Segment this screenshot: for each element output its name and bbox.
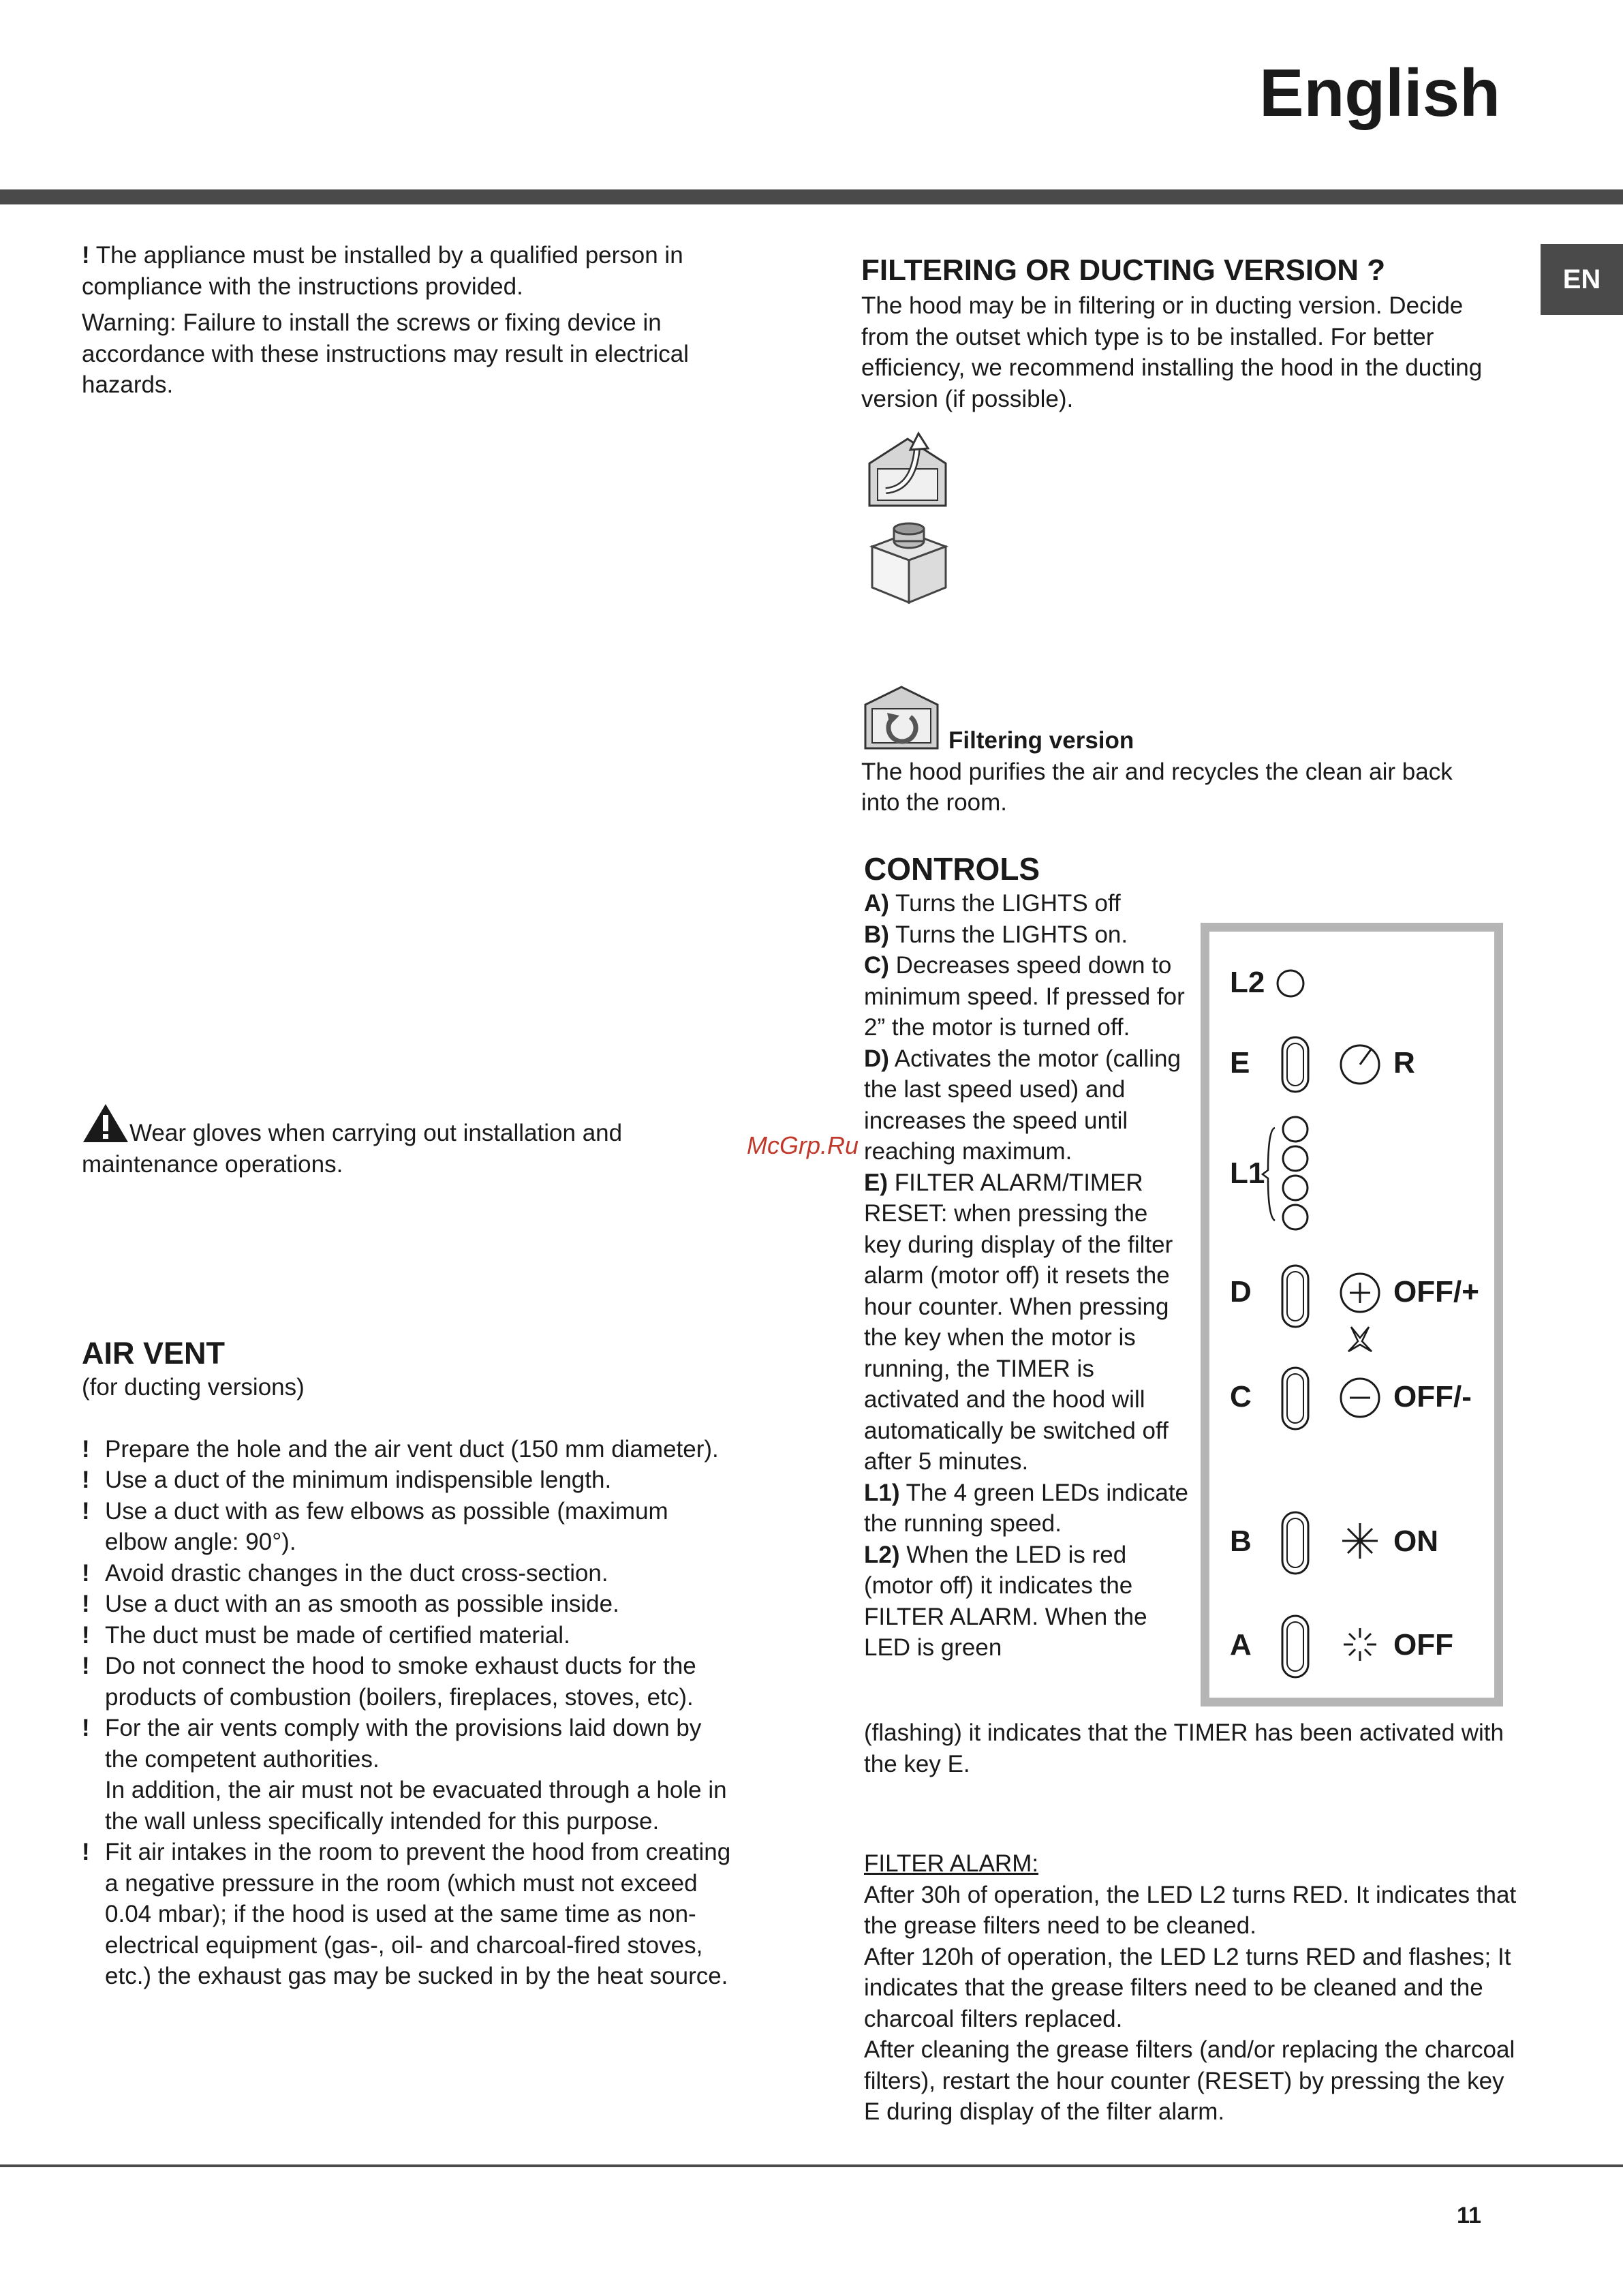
filtering-text: The hood purifies the air and recycles the clean air back into the room. xyxy=(861,758,1453,816)
list-item-text: Do not connect the hood to smoke exhaust ducts for the products of combustion (boilers, fireplaces, stoves, etc). xyxy=(105,1653,696,1711)
control-item xyxy=(864,1478,1191,1540)
panel-label-b: B xyxy=(1230,1525,1252,1558)
light-off-icon xyxy=(1344,1628,1376,1661)
version-text: The hood may be in filtering or in ducting version. Decide from the outset which type is to be installed. For better efficiency, we recommend installing the hood in the ducting version (if possible). xyxy=(861,292,1483,412)
panel-label-on: ON xyxy=(1393,1525,1438,1558)
list-item-text: The duct must be made of certified material. xyxy=(105,1621,570,1649)
list-item xyxy=(82,1496,736,1558)
list-item xyxy=(82,1713,736,1837)
control-text: FILTER ALARM/TIMER RESET: when pressing the key during display of the filter alarm (motor off) it resets the hour counter. When pressing the key when the motor is running, the TIMER is activated and the hood will automatically be switched off after 5 minutes. xyxy=(864,1169,1173,1475)
control-item xyxy=(864,888,1191,919)
list-item-text: Use a duct with as few elbows as possible (maximum elbow angle: 90°). xyxy=(105,1497,668,1555)
air-vent-subtitle: (for ducting versions) xyxy=(82,1374,305,1400)
list-item-text: Avoid drastic changes in the duct cross-section. xyxy=(105,1559,608,1587)
panel-label-l1: L1 xyxy=(1230,1157,1265,1190)
version-section xyxy=(861,251,1515,414)
list-item-text: Fit air intakes in the room to prevent the hood from creating a negative pressure in the room (which must not exceed 0.04 mbar); if the hood is used at the same time as non-electrical equipment (gas-, oil- and charcoal-fired stoves, etc.) the exhaust gas may be sucked in by the heat source. xyxy=(105,1839,731,1989)
control-text: Turns the LIGHTS on. xyxy=(895,921,1128,948)
list-item-text: For the air vents comply with the provisions laid down by the competent authorities. xyxy=(105,1715,702,1773)
control-text: When the LED is red (motor off) it indicates the FILTER ALARM. When the LED is green xyxy=(864,1541,1147,1661)
filter-alarm-paragraph: After 120h of operation, the LED L2 turns RED and flashes; It indicates that the grease filters need to be cleaned and the charcoal filters replaced. xyxy=(864,1943,1511,2032)
control-panel-drawing xyxy=(1209,932,1494,1698)
panel-label-off-plus: OFF/+ xyxy=(1393,1275,1479,1308)
bullet-mark: ! xyxy=(82,1559,90,1587)
bullet-mark: ! xyxy=(82,1653,90,1679)
list-item-text: Use a duct of the minimum indispensible length. xyxy=(105,1467,612,1493)
list-item xyxy=(82,1589,736,1620)
page-language-title: English xyxy=(1259,55,1500,130)
control-item xyxy=(864,1540,1191,1664)
list-item xyxy=(82,1465,736,1496)
key-e-icon xyxy=(1282,1037,1308,1092)
filtering-section xyxy=(861,725,1474,818)
control-key: C) xyxy=(864,952,889,979)
list-item-text: Use a duct with an as smooth as possible inside. xyxy=(105,1591,619,1617)
panel-label-l2: L2 xyxy=(1230,966,1265,999)
controls-title: CONTROLS xyxy=(864,851,1040,887)
panel-label-a: A xyxy=(1230,1628,1252,1662)
panel-label-off: OFF xyxy=(1393,1628,1453,1662)
gloves-text: Wear gloves when carrying out installation and maintenance operations. xyxy=(82,1120,623,1178)
control-item xyxy=(864,919,1191,951)
control-text: Decreases speed down to minimum speed. If pressed for 2” the motor is turned off. xyxy=(864,952,1185,1041)
control-item xyxy=(864,950,1191,1043)
footer-divider xyxy=(0,2164,1623,2167)
control-text: The 4 green LEDs indicate the running speed. xyxy=(864,1479,1189,1537)
panel-label-off-minus: OFF/- xyxy=(1393,1380,1472,1413)
bullet-mark: ! xyxy=(82,1435,90,1463)
control-key: D) xyxy=(864,1045,889,1072)
filter-alarm-paragraph: After 30h of operation, the LED L2 turns RED. It indicates that the grease filters need to be cleaned. xyxy=(864,1881,1517,1939)
intro-text: The appliance must be installed by a qualified person in compliance with the instructions provided. xyxy=(82,242,683,300)
filtering-title: Filtering version xyxy=(948,727,1134,754)
ducting-version-icon xyxy=(865,429,950,508)
air-vent-title: AIR VENT xyxy=(82,1336,226,1371)
bullet-mark: ! xyxy=(82,1839,90,1865)
controls-tail: (flashing) it indicates that the TIMER has been activated with the key E. xyxy=(864,1719,1504,1777)
gloves-warning xyxy=(82,1103,736,1180)
page-number: 11 xyxy=(1457,2203,1481,2229)
list-item xyxy=(82,1620,736,1651)
bullet-mark: ! xyxy=(82,1621,90,1649)
control-key: L1) xyxy=(864,1479,900,1506)
control-text: Turns the LIGHTS off xyxy=(895,890,1121,917)
warning-screws: Warning: Failure to install the screws or fixing device in accordance with these instructions may result in electrical hazards. xyxy=(82,309,689,398)
filter-alarm-section xyxy=(864,1848,1518,2128)
control-panel-diagram xyxy=(1201,923,1503,1706)
list-item-text: Prepare the hole and the air vent duct (150 mm diameter). xyxy=(105,1435,719,1463)
air-vent-section xyxy=(82,1334,736,1992)
filter-alarm-paragraph: After cleaning the grease filters (and/or replacing the charcoal filters), restart the hour counter (RESET) by pressing the key E during display of the filter alarm. xyxy=(864,2036,1515,2125)
intro-paragraph xyxy=(82,240,736,302)
panel-label-e: E xyxy=(1230,1046,1250,1080)
bullet-mark: ! xyxy=(82,1497,90,1525)
panel-label-r: R xyxy=(1393,1046,1415,1080)
panel-label-d: D xyxy=(1230,1275,1252,1308)
control-key: E) xyxy=(864,1169,888,1196)
list-item xyxy=(82,1651,736,1713)
list-item-extra: In addition, the air must not be evacuated through a hole in the wall unless specifically intended for this purpose. xyxy=(105,1777,727,1835)
watermark: McGrp.Ru xyxy=(747,1131,859,1159)
charcoal-filter-icon xyxy=(867,519,951,607)
filter-alarm-title-text: FILTER ALARM: xyxy=(864,1850,1039,1877)
controls-section xyxy=(864,851,1191,1664)
led-l2-icon xyxy=(1278,970,1303,996)
bullet-mark: ! xyxy=(82,1467,90,1493)
version-title: FILTERING OR DUCTING VERSION ? xyxy=(861,254,1386,287)
panel-label-c: C xyxy=(1230,1380,1252,1413)
intro-section xyxy=(82,240,736,401)
fan-icon xyxy=(1348,1327,1372,1351)
bullet-mark: ! xyxy=(82,1715,90,1741)
bullet-mark: ! xyxy=(82,1591,90,1617)
control-text: Activates the motor (calling the last speed used) and increases the speed until reaching maximum. xyxy=(864,1045,1181,1165)
control-key: A) xyxy=(864,890,889,917)
list-item xyxy=(82,1434,736,1465)
language-tab: EN xyxy=(1541,244,1623,315)
warning-triangle-icon xyxy=(82,1103,129,1144)
list-item xyxy=(82,1558,736,1589)
control-item xyxy=(864,1167,1191,1478)
control-item xyxy=(864,1043,1191,1167)
control-key: L2) xyxy=(864,1541,900,1568)
intro-mark: ! xyxy=(82,242,90,269)
header-divider xyxy=(0,189,1623,204)
light-on-icon xyxy=(1342,1523,1378,1559)
list-item xyxy=(82,1837,736,1992)
filter-alarm-title xyxy=(864,1848,1518,1880)
control-key: B) xyxy=(864,921,889,948)
